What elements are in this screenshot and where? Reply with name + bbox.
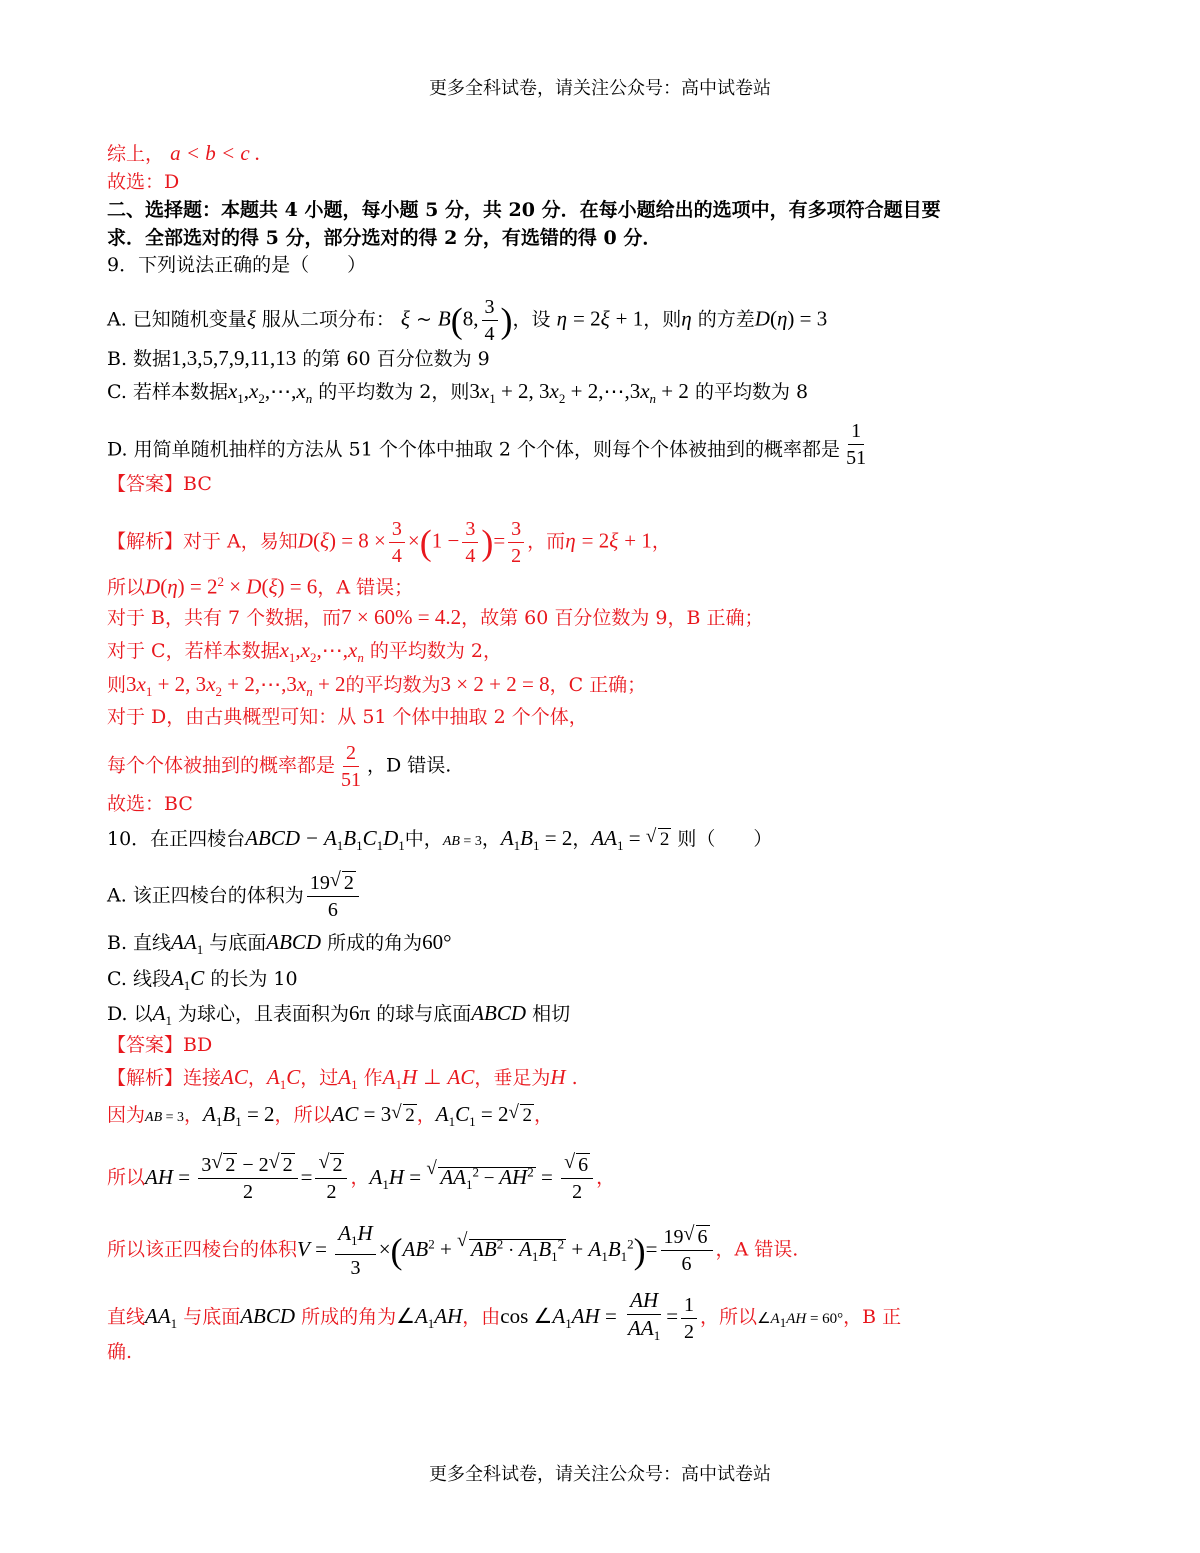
explain-9-g: 每个个体被抽到的概率都是 $\frac{2}{51}$ ，D 错误. <box>107 742 452 791</box>
choose-bc: 故选：BC <box>107 793 193 815</box>
explain-9-b: 所以$D(\eta) = 2^2 \times D(\xi) = 6$，A 错误； <box>107 574 414 599</box>
explain-9-c: 对于 B，共有 7 个数据，而7 × 60% = 4.2，故第 60 百分位数为 9，B 正确； <box>107 605 764 629</box>
q10-option-d: D. 以$A_1$ 为球心，且表面积为6π 的球与底面ABCD 相切 <box>107 1001 571 1028</box>
question-9: 9．下列说法正确的是（ ） <box>107 254 367 276</box>
q10-option-c: C. 线段$A_1C$ 的长为 10 <box>107 966 298 993</box>
explain-10-d: 所以该正四棱台的体积V = $\frac{A_1H}{3}$ $\times(AB^2$ + √ $AB^2 \cdot A_1B_1^2 + A_1B_1^2)=$ $\frac{19√ 6}{6}$ ，A 错误. <box>107 1220 1140 1281</box>
q9-option-c: C. 若样本数据$x_1,x_2,\cdots,x_n$ 的平均数为 2，则$3x_1 + 2$, $3x_2$ + $2,\cdots,3x_n + 2$ 的平均数为 8 <box>107 379 809 406</box>
summary-math: a < b < c . <box>170 141 261 165</box>
explain-10-c: 所以AH = $\frac{3√ 2 - 2√ 2}{2}$ = √ $\frac{2}{2}$ ，$A_1H$ = √ $AA_1^2 - AH^2$ = √ $\frac{6}{2}$ ， <box>107 1152 1140 1205</box>
choose-d: 故选：D <box>107 171 180 193</box>
section-title-2: 求．全部选对的得 5 分，部分选对的得 2 分，有选错的得 0 分． <box>107 227 662 249</box>
page-header: 更多全科试卷，请关注公众号：高中试卷站 <box>429 78 771 99</box>
explain-10-f: 确. <box>107 1341 133 1363</box>
q9-option-a: A. 已知随机变量ξ 服从二项分布： ξ ~ B(8, $\frac{3}{4}$ )，设 η = 2ξ + 1，则η 的方差D(η) = 3 <box>107 296 828 345</box>
explain-10-b: 因为AB = 3，$A_1B_1 = 2$，所以AC = 3√ 2 ，$A_1C_1 = 2√$ 2 ， <box>107 1100 1140 1136</box>
q10-option-b: B. 直线$AA_1$ 与底面ABCD 所成的角为60° <box>107 930 452 957</box>
page-footer: 更多全科试卷，请关注公众号：高中试卷站 <box>429 1464 771 1485</box>
explain-10-a: 【解析】连接AC，$A_1C$，过$A_1$ 作$A_1H$ ⊥ AC，垂足为H . <box>107 1065 578 1092</box>
explain-9-a: 【解析】对于 A，易知D(ξ) = 8 × $\frac{3}{4}$ ×(1 − $\frac{3}{4}$ )= $\frac{3}{2}$ ，而η = 2ξ + 1， <box>107 518 671 567</box>
explain-9-f: 对于 D，由古典概型可知：从 51 个体中抽取 2 个个体， <box>107 706 588 728</box>
answer-9: 【答案】BC <box>107 473 212 495</box>
explain-9-d: 对于 C，若样本数据$x_1,x_2,\cdots,x_n$ 的平均数为 2， <box>107 638 502 665</box>
question-10: 10．在正四棱台ABCD − $A_1B_1C_1D_1$中，AB = 3，$A_1B_1 = 2$，$AA_1$ = √ 2 则（ ） <box>107 824 1140 860</box>
answer-10: 【答案】BD <box>107 1034 213 1056</box>
q10-option-a: A. 该正四棱台的体积为 $\frac{19√ 2}{6}$ <box>107 870 1140 923</box>
section-title-1: 二、选择题：本题共 4 小题，每小题 5 分，共 20 分．在每小题给出的选项中，有多项符合题目要 <box>107 199 941 221</box>
explain-10-e: 直线$AA_1$ 与底面ABCD 所成的角为$\angle A_1AH$，由$\cos \angle A_1AH$ = $\frac{AH}{AA_1}$ = $\frac{1}{2}$ ，所以$\angle A_1AH = 60^\circ$，B 正 <box>107 1288 902 1343</box>
summary-text: 综上， <box>107 143 165 165</box>
explain-9-e: 则$3x_1 + 2$, $3x_2$ + $2,\cdots,3x_n + 2$的平均数为3 × 2 + 2 = 8，C 正确； <box>107 672 647 699</box>
summary-line <box>107 139 1140 168</box>
q9-option-d: D. 用简单随机抽样的方法从 51 个个体中抽取 2 个个体，则每个个体被抽到的概率都是 $\frac{1}{51}$ <box>107 420 867 469</box>
q9-option-b: B. 数据1,3,5,7,9,11,13 的第 60 百分位数为 9 <box>107 346 490 370</box>
